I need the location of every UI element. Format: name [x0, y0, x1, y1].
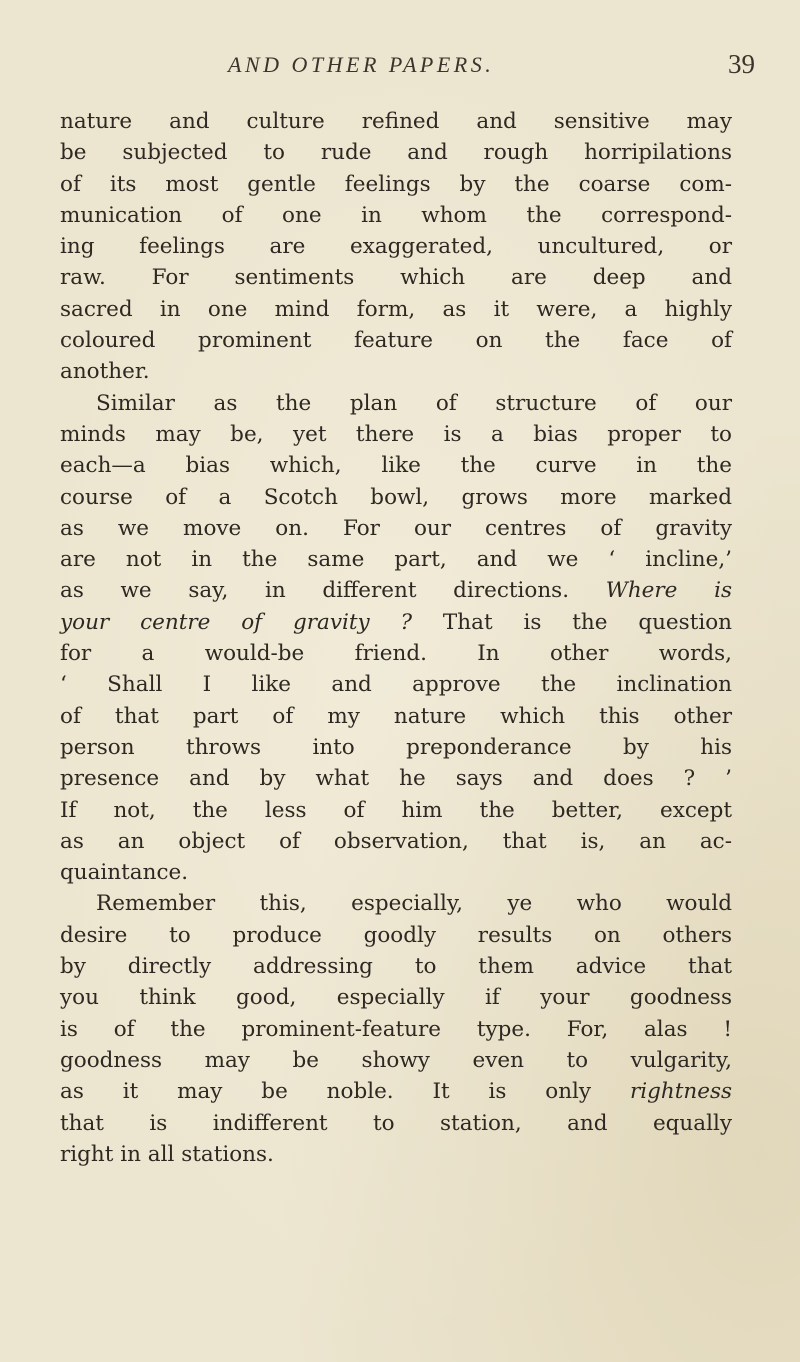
text-line: If not, the less of him the better, except — [60, 797, 732, 823]
text-line: quaintance. — [60, 860, 189, 886]
text-line: each—a bias which, like the curve in the — [60, 453, 732, 479]
text-line: sacred in one mind form, as it were, a highly — [60, 296, 732, 322]
text-line: are not in the same part, and we ‘ incline,’ — [60, 547, 732, 573]
paragraph-start-line: Remember this, especially, ye who would — [96, 891, 732, 917]
text-line: ‘ Shall I like and approve the inclination — [60, 672, 732, 698]
text-line: of that part of my nature which this other — [60, 703, 732, 729]
text-line: another. — [60, 359, 150, 385]
italic-phrase: rightness — [629, 1079, 733, 1105]
text-line: that is indifferent to station, and equally — [60, 1110, 732, 1136]
text-line: you think good, especially if your goodness — [60, 985, 732, 1011]
text-line: of its most gentle feelings by the coarse com- — [60, 171, 732, 197]
text-line: your centre of gravity ? That is the question — [60, 609, 732, 635]
text-line: as an object of observation, that is, an ac- — [60, 828, 732, 854]
text-line: munication of one in whom the correspond- — [60, 202, 732, 228]
text-line: as we move on. For our centres of gravity — [60, 515, 732, 541]
text-line: as it may be noble. It is only rightness — [60, 1079, 733, 1105]
italic-phrase: Where is — [605, 578, 732, 604]
text-line: right in all stations. — [60, 1141, 274, 1167]
text-line: person throws into preponderance by his — [60, 734, 732, 760]
running-head — [0, 49, 800, 82]
text-line: course of a Scotch bowl, grows more marked — [60, 484, 732, 510]
italic-phrase: your centre of gravity ? — [60, 609, 413, 635]
paragraph-start-line: Similar as the plan of structure of our — [96, 390, 732, 416]
text-line: nature and culture refined and sensitive may — [60, 109, 732, 134]
text-line: desire to produce goodly results on others — [60, 922, 732, 948]
text-line: ing feelings are exaggerated, uncultured, or — [60, 234, 732, 260]
text-line: is of the prominent-feature type. For, alas ! — [60, 1016, 732, 1042]
running-title: AND OTHER PAPERS. — [228, 52, 495, 77]
page-number: 39 — [728, 49, 755, 79]
text-line: minds may be, yet there is a bias proper to — [60, 421, 732, 447]
text-line: by directly addressing to them advice that — [60, 954, 732, 980]
body-text — [60, 106, 732, 1170]
text-line: presence and by what he says and does ? ’ — [60, 766, 732, 792]
text-line: as we say, in different directions. Where is — [60, 578, 732, 604]
text-line: for a would-be friend. In other words, — [60, 641, 732, 667]
text-line: goodness may be showy even to vulgarity, — [60, 1047, 732, 1073]
text-line: raw. For sentiments which are deep and — [60, 265, 732, 291]
text-line: coloured prominent feature on the face of — [60, 328, 732, 354]
text-line: be subjected to rude and rough horripilations — [60, 140, 732, 166]
